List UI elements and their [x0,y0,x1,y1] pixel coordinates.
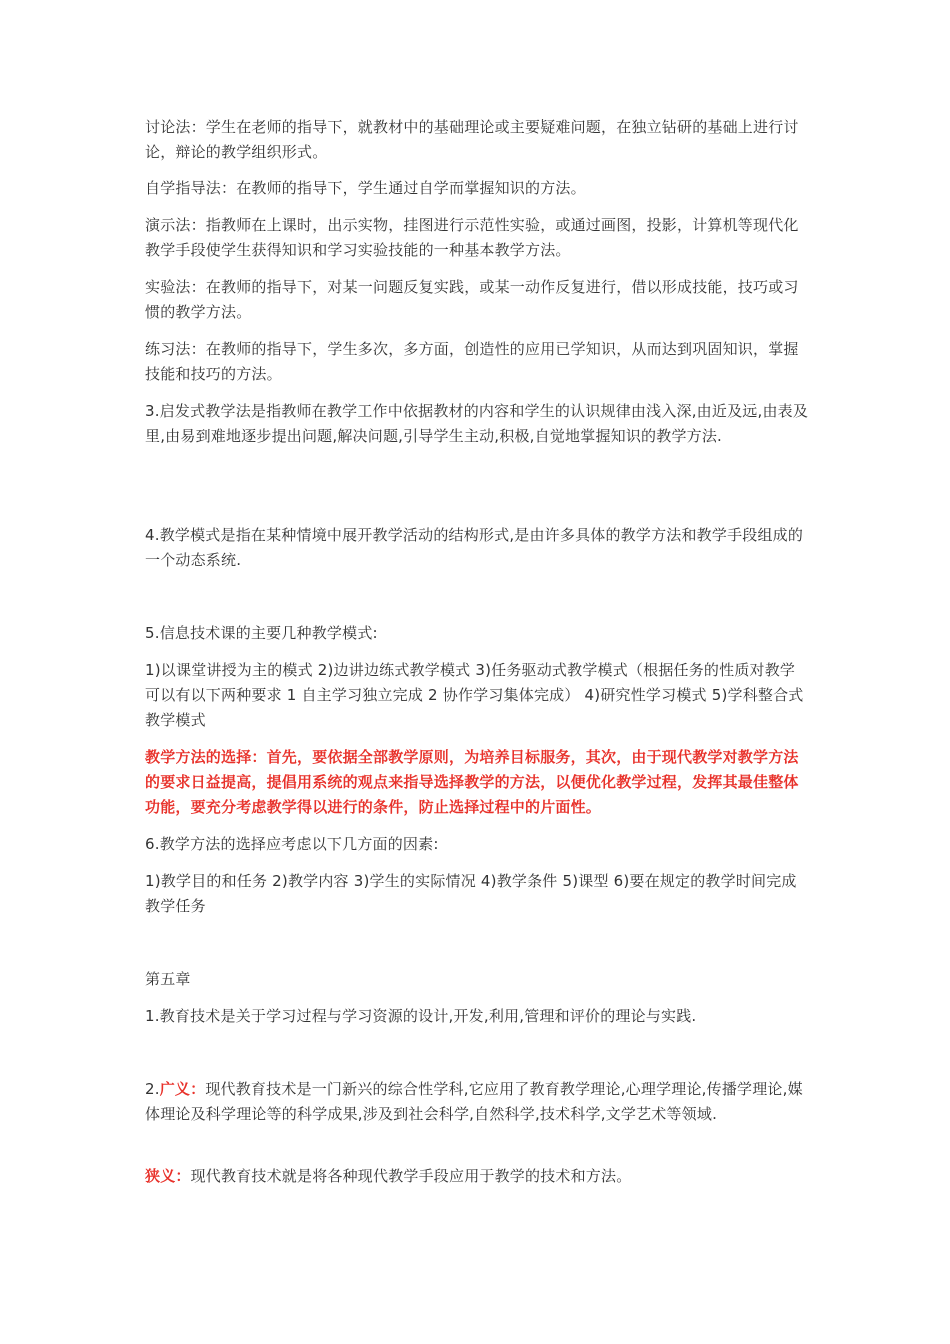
paragraph-self-study-method: 自学指导法：在教师的指导下，学生通过自学而掌握知识的方法。 [145,179,586,197]
broad-definition-number: 2. [145,1080,160,1098]
paragraph-experiment-method: 实验法：在教师的指导下，对某一问题反复实践，或某一动作反复进行，借以形成技能，技巧或习惯的教学方法。 [145,278,799,321]
paragraph-broad-definition [145,1077,810,1127]
paragraph-teaching-model: 4.教学模式是指在某种情境中展开教学活动的结构形式,是由许多具体的教学方法和教学手段组成的一个动态系统. [145,526,804,569]
paragraph-it-models-list: 1)以课堂讲授为主的模式 2)边讲边练式教学模式 3)任务驱动式教学模式（根据任务的性质对教学可以有以下两种要求 1 自主学习独立完成 2 协作学习集体完成） 4)研究性学习模式 5)学科整合式教学模式 [145,661,804,729]
narrow-definition-label: 狭义： [145,1167,191,1185]
paragraph-it-models-heading: 5.信息技术课的主要几种教学模式: [145,624,378,642]
paragraph-narrow-definition [145,1164,810,1189]
paragraph-demonstration-method: 演示法：指教师在上课时，出示实物，挂图进行示范性实验，或通过画图，投影，计算机等现代化教学手段使学生获得知识和学习实验技能的一种基本教学方法。 [145,216,799,259]
chapter-heading: 第五章 [145,970,191,988]
narrow-definition-body: 现代教育技术就是将各种现代教学手段应用于教学的技术和方法。 [190,1167,632,1185]
paragraph-method-selection: 教学方法的选择：首先，要依据全部教学原则，为培养目标服务，其次，由于现代教学对教学方法的要求日益提高，提倡用系统的观点来指导选择教学的方法，以便优化教学过程，发挥其最佳整体功能，要充分考虑教学得以进行的条件，防止选择过程中的片面性。 [145,748,799,816]
broad-definition-body: 现代教育技术是一门新兴的综合性学科,它应用了教育教学理论,心理学理论,传播学理论,媒体理论及科学理论等的科学成果,涉及到社会科学,自然科学,技术科学,文学艺术等领域. [145,1080,803,1123]
paragraph-discussion-method: 讨论法：学生在老师的指导下，就教材中的基础理论或主要疑难问题，在独立钻研的基础上进行讨论，辩论的教学组织形式。 [145,118,799,161]
paragraph-educational-technology: 1.教育技术是关于学习过程与学习资源的设计,开发,利用,管理和评价的理论与实践. [145,1007,697,1025]
broad-definition-colon: ： [190,1080,206,1098]
paragraph-selection-factors-heading: 6.教学方法的选择应考虑以下几方面的因素: [145,835,439,853]
paragraph-selection-factors-list: 1)教学目的和任务 2)教学内容 3)学生的实际情况 4)教学条件 5)课型 6)要在规定的教学时间完成教学任务 [145,872,797,915]
paragraph-heuristic-teaching: 3.启发式教学法是指教师在教学工作中依据教材的内容和学生的认识规律由浅入深,由近及远,由表及里,由易到难地逐步提出问题,解决问题,引导学生主动,积极,自觉地掌握知识的教学方法. [145,402,809,445]
paragraph-practice-method: 练习法：在教师的指导下，学生多次，多方面，创造性的应用已学知识，从而达到巩固知识，掌握技能和技巧的方法。 [145,340,799,383]
broad-definition-label: 广义 [159,1080,191,1098]
